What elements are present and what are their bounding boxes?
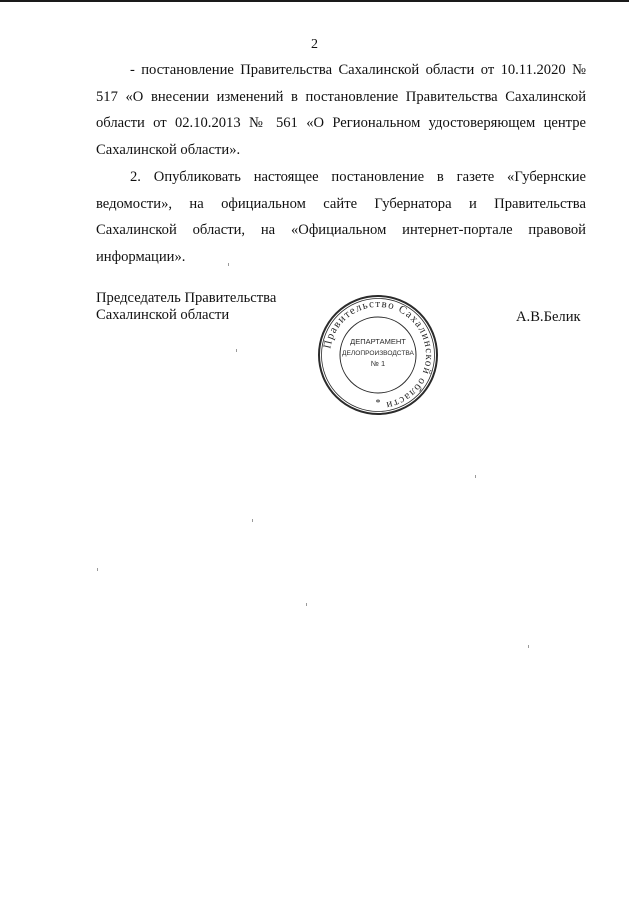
- scan-speck: [252, 519, 253, 522]
- signer-title-line1: Председатель Правительства: [96, 290, 277, 306]
- paragraph-publication-order: 2. Опубликовать настоящее постановление в газете «Губернские ведомости», на официальном сайте Губернатора и Правительства Сахалинской области, на «Официальном интернет-портале правовой информации».: [96, 168, 586, 265]
- seal-line-department: ДЕПАРТАМЕНТ: [350, 337, 406, 346]
- scan-speck: [228, 263, 229, 266]
- document-body: [96, 57, 586, 271]
- scan-speck: [236, 349, 237, 352]
- scan-speck: [97, 568, 98, 571]
- seal-graphic: [316, 293, 440, 417]
- signer-title: [96, 290, 276, 324]
- seal-line-number: № 1: [370, 359, 386, 368]
- seal-ring-text: Правительство Сахалинской области: [321, 297, 436, 412]
- top-border-line: [0, 0, 629, 2]
- signer-title-line2: Сахалинской области: [96, 307, 230, 323]
- paragraph-repealed-resolution: - постановление Правительства Сахалинской области от 10.11.2020 № 517 «О внесении изменений в постановление Правительства Сахалинской области от 02.10.2013 № 561 «О Региональном удостоверяющем центре Сахалинской области».: [96, 62, 586, 159]
- page-number: 2: [311, 37, 318, 52]
- seal-line-records: ДЕЛОПРОИЗВОДСТВА: [342, 350, 414, 357]
- scan-speck: [306, 603, 307, 606]
- official-seal-stamp: [316, 293, 440, 417]
- scan-speck: [528, 645, 529, 648]
- seal-star: *: [375, 398, 381, 409]
- signer-name: А.В.Белик: [516, 309, 581, 325]
- scan-speck: [475, 475, 476, 478]
